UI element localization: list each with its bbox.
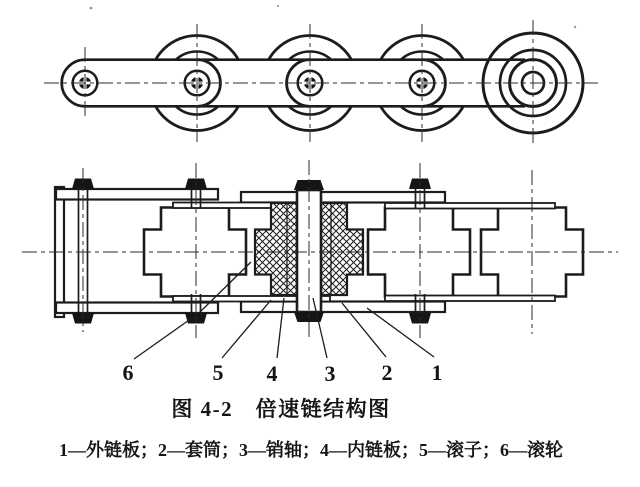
- callout-numbers: [123, 360, 443, 386]
- figure-caption: 图 4-2 倍速链结构图: [171, 397, 391, 421]
- sleeve-roller-hatch-left: [255, 203, 297, 295]
- figure-legend: 1—外链板；2—套筒；3—销轴；4—内链板；5—滚子；6—滚轮: [59, 440, 563, 460]
- inner-plate-bottom: [385, 296, 555, 302]
- outer-plate-bottom: [241, 302, 445, 313]
- callout-5: 5: [212, 360, 224, 385]
- outer-plate-top: [241, 192, 445, 203]
- inner-plate-top: [385, 203, 555, 209]
- sleeve-roller-hatch-right: [321, 203, 363, 295]
- callout-6: 6: [122, 360, 134, 385]
- callout-2: 2: [381, 360, 393, 385]
- center-lines-top: [44, 20, 598, 146]
- scan-specks: [90, 5, 577, 28]
- callout-3: 3: [324, 361, 336, 386]
- callout-1: 1: [431, 360, 443, 385]
- outer-plate-bottom: [56, 303, 218, 314]
- chain-side-view: [44, 20, 598, 146]
- chain-section-view: [22, 160, 618, 386]
- callout-4: 4: [266, 361, 278, 386]
- outer-plate-top: [56, 189, 218, 200]
